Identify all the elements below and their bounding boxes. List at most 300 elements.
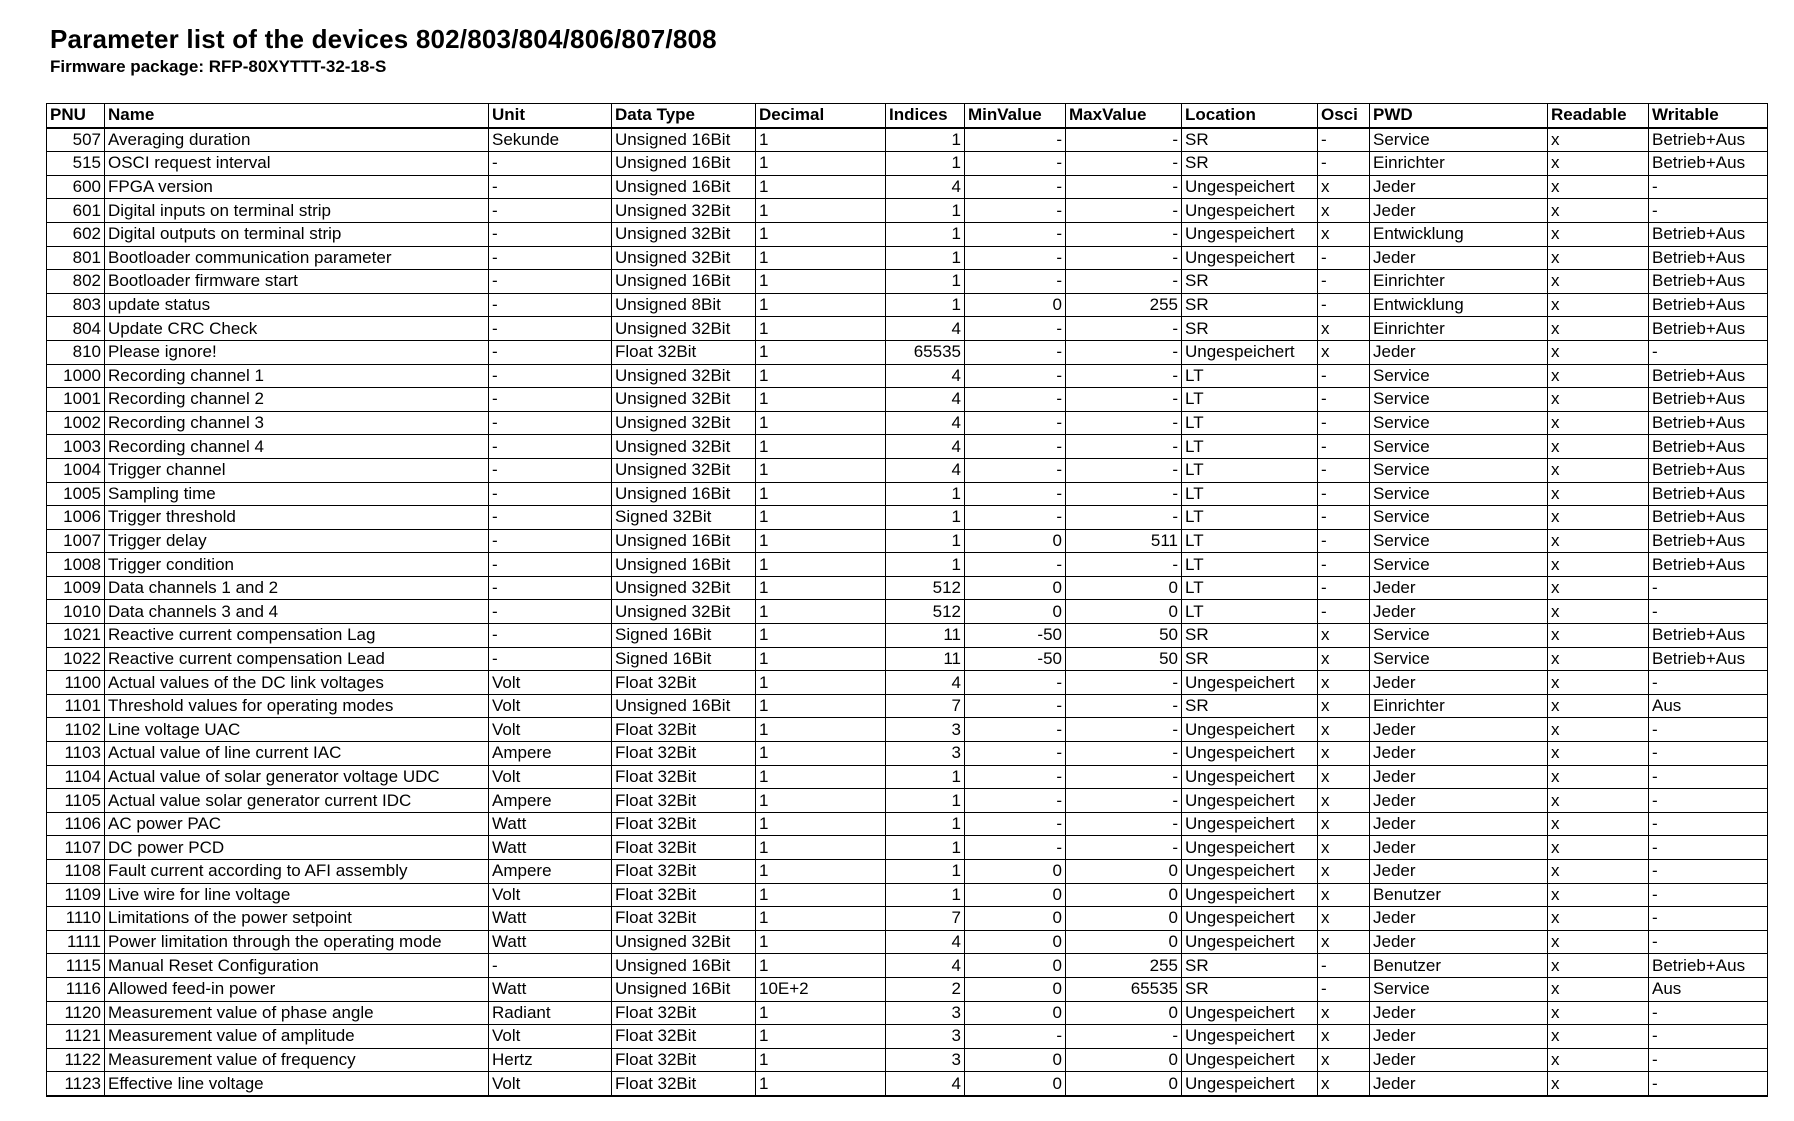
- table-row: [47, 482, 1768, 506]
- cell-writable: Betrieb+Aus: [1649, 954, 1768, 978]
- cell-osci: -: [1318, 553, 1370, 577]
- cell-unit: -: [489, 435, 612, 459]
- cell-min-value: -: [965, 1025, 1066, 1049]
- cell-decimal: 1: [756, 199, 886, 223]
- cell-readable: x: [1548, 600, 1649, 624]
- cell-writable: Betrieb+Aus: [1649, 411, 1768, 435]
- cell-osci: -: [1318, 364, 1370, 388]
- cell-max-value: -: [1066, 270, 1182, 294]
- table-row: [47, 435, 1768, 459]
- cell-pnu: 1106: [47, 812, 105, 836]
- cell-name: Actual value solar generator current IDC: [105, 789, 489, 813]
- cell-indices: 7: [886, 907, 965, 931]
- cell-location: Ungespeichert: [1182, 883, 1318, 907]
- cell-min-value: 0: [965, 529, 1066, 553]
- cell-decimal: 1: [756, 1072, 886, 1096]
- cell-decimal: 1: [756, 482, 886, 506]
- cell-pnu: 1111: [47, 930, 105, 954]
- cell-data-type: Float 32Bit: [612, 883, 756, 907]
- cell-pnu: 1001: [47, 388, 105, 412]
- cell-unit: Watt: [489, 977, 612, 1001]
- cell-max-value: -: [1066, 246, 1182, 270]
- cell-osci: x: [1318, 883, 1370, 907]
- cell-pnu: 601: [47, 199, 105, 223]
- cell-pnu: 1103: [47, 742, 105, 766]
- cell-max-value: 0: [1066, 1072, 1182, 1096]
- cell-writable: -: [1649, 765, 1768, 789]
- cell-indices: 1: [886, 199, 965, 223]
- cell-readable: x: [1548, 340, 1649, 364]
- cell-indices: 7: [886, 694, 965, 718]
- cell-max-value: 0: [1066, 883, 1182, 907]
- column-header-name: Name: [105, 104, 489, 128]
- cell-decimal: 1: [756, 907, 886, 931]
- cell-indices: 4: [886, 411, 965, 435]
- cell-decimal: 1: [756, 529, 886, 553]
- cell-osci: x: [1318, 694, 1370, 718]
- cell-location: SR: [1182, 694, 1318, 718]
- cell-pnu: 1008: [47, 553, 105, 577]
- cell-writable: -: [1649, 930, 1768, 954]
- cell-indices: 11: [886, 647, 965, 671]
- table-row: [47, 246, 1768, 270]
- cell-indices: 512: [886, 576, 965, 600]
- cell-location: Ungespeichert: [1182, 1048, 1318, 1072]
- cell-decimal: 1: [756, 860, 886, 884]
- cell-max-value: -: [1066, 742, 1182, 766]
- cell-pnu: 1101: [47, 694, 105, 718]
- cell-data-type: Unsigned 32Bit: [612, 222, 756, 246]
- cell-readable: x: [1548, 553, 1649, 577]
- cell-writable: -: [1649, 576, 1768, 600]
- cell-pwd: Einrichter: [1370, 270, 1548, 294]
- cell-data-type: Float 32Bit: [612, 718, 756, 742]
- cell-min-value: 0: [965, 977, 1066, 1001]
- cell-data-type: Float 32Bit: [612, 812, 756, 836]
- cell-min-value: -: [965, 742, 1066, 766]
- cell-name: Actual value of solar generator voltage UDC: [105, 765, 489, 789]
- cell-indices: 1: [886, 789, 965, 813]
- cell-readable: x: [1548, 128, 1649, 152]
- cell-location: SR: [1182, 647, 1318, 671]
- cell-min-value: -: [965, 435, 1066, 459]
- cell-location: Ungespeichert: [1182, 199, 1318, 223]
- cell-unit: -: [489, 388, 612, 412]
- table-row: [47, 742, 1768, 766]
- cell-min-value: -: [965, 765, 1066, 789]
- cell-writable: Betrieb+Aus: [1649, 506, 1768, 530]
- column-header-location: Location: [1182, 104, 1318, 128]
- cell-unit: Hertz: [489, 1048, 612, 1072]
- cell-unit: -: [489, 576, 612, 600]
- cell-indices: 1: [886, 128, 965, 152]
- cell-osci: x: [1318, 765, 1370, 789]
- column-header-max-value: MaxValue: [1066, 104, 1182, 128]
- cell-max-value: 0: [1066, 860, 1182, 884]
- cell-data-type: Signed 16Bit: [612, 647, 756, 671]
- cell-max-value: 0: [1066, 907, 1182, 931]
- column-header-min-value: MinValue: [965, 104, 1066, 128]
- cell-osci: -: [1318, 600, 1370, 624]
- cell-readable: x: [1548, 977, 1649, 1001]
- cell-unit: -: [489, 152, 612, 176]
- cell-max-value: 255: [1066, 293, 1182, 317]
- cell-data-type: Float 32Bit: [612, 340, 756, 364]
- cell-osci: -: [1318, 977, 1370, 1001]
- cell-pnu: 1000: [47, 364, 105, 388]
- cell-data-type: Unsigned 32Bit: [612, 364, 756, 388]
- cell-min-value: 0: [965, 1072, 1066, 1096]
- cell-max-value: 0: [1066, 1048, 1182, 1072]
- cell-osci: -: [1318, 506, 1370, 530]
- cell-data-type: Unsigned 16Bit: [612, 270, 756, 294]
- cell-min-value: 0: [965, 907, 1066, 931]
- cell-indices: 4: [886, 671, 965, 695]
- cell-pwd: Service: [1370, 458, 1548, 482]
- cell-location: Ungespeichert: [1182, 246, 1318, 270]
- cell-location: Ungespeichert: [1182, 671, 1318, 695]
- cell-min-value: -: [965, 812, 1066, 836]
- cell-location: Ungespeichert: [1182, 175, 1318, 199]
- cell-max-value: 255: [1066, 954, 1182, 978]
- cell-data-type: Signed 16Bit: [612, 624, 756, 648]
- cell-readable: x: [1548, 246, 1649, 270]
- table-row: [47, 152, 1768, 176]
- cell-location: LT: [1182, 506, 1318, 530]
- cell-location: Ungespeichert: [1182, 860, 1318, 884]
- cell-writable: Betrieb+Aus: [1649, 293, 1768, 317]
- cell-min-value: -: [965, 506, 1066, 530]
- cell-data-type: Float 32Bit: [612, 789, 756, 813]
- column-header-pnu: PNU: [47, 104, 105, 128]
- cell-writable: -: [1649, 1048, 1768, 1072]
- cell-decimal: 1: [756, 364, 886, 388]
- cell-location: LT: [1182, 458, 1318, 482]
- cell-readable: x: [1548, 529, 1649, 553]
- cell-location: LT: [1182, 411, 1318, 435]
- cell-osci: -: [1318, 128, 1370, 152]
- cell-pnu: 1120: [47, 1001, 105, 1025]
- cell-decimal: 1: [756, 388, 886, 412]
- cell-min-value: -: [965, 482, 1066, 506]
- cell-decimal: 1: [756, 930, 886, 954]
- cell-location: LT: [1182, 529, 1318, 553]
- table-row: [47, 458, 1768, 482]
- cell-readable: x: [1548, 458, 1649, 482]
- cell-readable: x: [1548, 930, 1649, 954]
- cell-max-value: -: [1066, 317, 1182, 341]
- cell-name: Power limitation through the operating mode: [105, 930, 489, 954]
- cell-data-type: Unsigned 16Bit: [612, 977, 756, 1001]
- cell-min-value: -: [965, 694, 1066, 718]
- cell-indices: 1: [886, 765, 965, 789]
- table-row: [47, 222, 1768, 246]
- table-row: [47, 1072, 1768, 1096]
- cell-pwd: Jeder: [1370, 789, 1548, 813]
- cell-pnu: 804: [47, 317, 105, 341]
- cell-osci: x: [1318, 860, 1370, 884]
- cell-name: Bootloader firmware start: [105, 270, 489, 294]
- table-row: [47, 600, 1768, 624]
- cell-writable: -: [1649, 883, 1768, 907]
- cell-osci: x: [1318, 1048, 1370, 1072]
- cell-min-value: 0: [965, 293, 1066, 317]
- cell-decimal: 1: [756, 458, 886, 482]
- cell-pnu: 1010: [47, 600, 105, 624]
- cell-unit: Ampere: [489, 742, 612, 766]
- cell-indices: 1: [886, 246, 965, 270]
- cell-max-value: 0: [1066, 930, 1182, 954]
- table-body: [47, 128, 1768, 1096]
- cell-pnu: 600: [47, 175, 105, 199]
- cell-min-value: 0: [965, 1001, 1066, 1025]
- column-header-unit: Unit: [489, 104, 612, 128]
- cell-max-value: -: [1066, 364, 1182, 388]
- cell-name: Recording channel 2: [105, 388, 489, 412]
- cell-max-value: -: [1066, 671, 1182, 695]
- column-header-data-type: Data Type: [612, 104, 756, 128]
- cell-pwd: Jeder: [1370, 175, 1548, 199]
- cell-unit: Radiant: [489, 1001, 612, 1025]
- cell-min-value: 0: [965, 883, 1066, 907]
- cell-max-value: -: [1066, 718, 1182, 742]
- cell-name: Fault current according to AFI assembly: [105, 860, 489, 884]
- cell-osci: x: [1318, 1025, 1370, 1049]
- cell-indices: 65535: [886, 340, 965, 364]
- cell-decimal: 1: [756, 317, 886, 341]
- cell-pnu: 1002: [47, 411, 105, 435]
- cell-unit: -: [489, 600, 612, 624]
- cell-name: Sampling time: [105, 482, 489, 506]
- cell-max-value: -: [1066, 553, 1182, 577]
- cell-readable: x: [1548, 482, 1649, 506]
- cell-pwd: Service: [1370, 506, 1548, 530]
- cell-decimal: 10E+2: [756, 977, 886, 1001]
- cell-pnu: 1123: [47, 1072, 105, 1096]
- cell-unit: Watt: [489, 907, 612, 931]
- cell-writable: Betrieb+Aus: [1649, 152, 1768, 176]
- cell-osci: -: [1318, 482, 1370, 506]
- cell-max-value: -: [1066, 222, 1182, 246]
- cell-data-type: Unsigned 32Bit: [612, 317, 756, 341]
- column-header-writable: Writable: [1649, 104, 1768, 128]
- cell-max-value: 65535: [1066, 977, 1182, 1001]
- cell-min-value: 0: [965, 860, 1066, 884]
- cell-pwd: Service: [1370, 388, 1548, 412]
- cell-location: Ungespeichert: [1182, 812, 1318, 836]
- cell-osci: x: [1318, 317, 1370, 341]
- cell-pwd: Entwicklung: [1370, 293, 1548, 317]
- cell-writable: Betrieb+Aus: [1649, 553, 1768, 577]
- cell-readable: x: [1548, 317, 1649, 341]
- cell-name: update status: [105, 293, 489, 317]
- table-row: [47, 506, 1768, 530]
- cell-unit: -: [489, 293, 612, 317]
- cell-writable: Betrieb+Aus: [1649, 435, 1768, 459]
- cell-indices: 4: [886, 930, 965, 954]
- cell-pwd: Jeder: [1370, 907, 1548, 931]
- cell-unit: -: [489, 624, 612, 648]
- cell-name: Limitations of the power setpoint: [105, 907, 489, 931]
- cell-data-type: Unsigned 32Bit: [612, 458, 756, 482]
- cell-readable: x: [1548, 293, 1649, 317]
- cell-decimal: 1: [756, 128, 886, 152]
- cell-unit: -: [489, 647, 612, 671]
- cell-indices: 512: [886, 600, 965, 624]
- cell-pwd: Jeder: [1370, 718, 1548, 742]
- cell-indices: 3: [886, 1001, 965, 1025]
- cell-max-value: 511: [1066, 529, 1182, 553]
- cell-max-value: -: [1066, 1025, 1182, 1049]
- cell-pnu: 1107: [47, 836, 105, 860]
- cell-decimal: 1: [756, 435, 886, 459]
- cell-osci: x: [1318, 742, 1370, 766]
- cell-location: LT: [1182, 600, 1318, 624]
- cell-min-value: -50: [965, 624, 1066, 648]
- cell-pwd: Entwicklung: [1370, 222, 1548, 246]
- table-row: [47, 128, 1768, 152]
- cell-data-type: Float 32Bit: [612, 671, 756, 695]
- cell-indices: 1: [886, 529, 965, 553]
- cell-indices: 1: [886, 482, 965, 506]
- table-row: [47, 388, 1768, 412]
- cell-readable: x: [1548, 671, 1649, 695]
- cell-pnu: 1109: [47, 883, 105, 907]
- cell-pnu: 1122: [47, 1048, 105, 1072]
- table-row: [47, 1001, 1768, 1025]
- cell-readable: x: [1548, 812, 1649, 836]
- cell-pwd: Jeder: [1370, 765, 1548, 789]
- cell-pwd: Jeder: [1370, 1072, 1548, 1096]
- cell-indices: 3: [886, 1048, 965, 1072]
- cell-writable: -: [1649, 836, 1768, 860]
- cell-pwd: Einrichter: [1370, 152, 1548, 176]
- cell-max-value: -: [1066, 694, 1182, 718]
- table-row: [47, 175, 1768, 199]
- cell-pnu: 602: [47, 222, 105, 246]
- cell-location: SR: [1182, 624, 1318, 648]
- cell-decimal: 1: [756, 1025, 886, 1049]
- cell-min-value: -: [965, 836, 1066, 860]
- cell-data-type: Float 32Bit: [612, 907, 756, 931]
- cell-writable: Betrieb+Aus: [1649, 222, 1768, 246]
- cell-pnu: 1009: [47, 576, 105, 600]
- cell-unit: Volt: [489, 883, 612, 907]
- cell-name: Please ignore!: [105, 340, 489, 364]
- cell-min-value: 0: [965, 930, 1066, 954]
- cell-pwd: Jeder: [1370, 199, 1548, 223]
- cell-name: Measurement value of phase angle: [105, 1001, 489, 1025]
- cell-min-value: -: [965, 789, 1066, 813]
- cell-location: Ungespeichert: [1182, 1025, 1318, 1049]
- cell-pnu: 1108: [47, 860, 105, 884]
- cell-decimal: 1: [756, 600, 886, 624]
- cell-indices: 1: [886, 860, 965, 884]
- cell-pwd: Service: [1370, 435, 1548, 459]
- cell-osci: x: [1318, 222, 1370, 246]
- cell-osci: x: [1318, 1072, 1370, 1096]
- cell-osci: x: [1318, 671, 1370, 695]
- cell-decimal: 1: [756, 671, 886, 695]
- cell-min-value: -: [965, 340, 1066, 364]
- cell-writable: Aus: [1649, 977, 1768, 1001]
- cell-name: Trigger condition: [105, 553, 489, 577]
- cell-readable: x: [1548, 1025, 1649, 1049]
- cell-location: Ungespeichert: [1182, 836, 1318, 860]
- cell-readable: x: [1548, 199, 1649, 223]
- cell-readable: x: [1548, 624, 1649, 648]
- cell-max-value: 50: [1066, 624, 1182, 648]
- cell-indices: 11: [886, 624, 965, 648]
- cell-writable: -: [1649, 1025, 1768, 1049]
- cell-osci: x: [1318, 718, 1370, 742]
- cell-writable: Betrieb+Aus: [1649, 364, 1768, 388]
- cell-unit: Volt: [489, 718, 612, 742]
- cell-min-value: -: [965, 718, 1066, 742]
- cell-max-value: -: [1066, 388, 1182, 412]
- cell-writable: -: [1649, 671, 1768, 695]
- cell-location: Ungespeichert: [1182, 222, 1318, 246]
- cell-max-value: -: [1066, 765, 1182, 789]
- cell-min-value: -: [965, 553, 1066, 577]
- cell-decimal: 1: [756, 222, 886, 246]
- cell-writable: -: [1649, 1072, 1768, 1096]
- cell-pwd: Benutzer: [1370, 883, 1548, 907]
- cell-pnu: 810: [47, 340, 105, 364]
- parameter-table: [46, 103, 1768, 1097]
- cell-readable: x: [1548, 435, 1649, 459]
- cell-data-type: Unsigned 16Bit: [612, 482, 756, 506]
- cell-name: Actual values of the DC link voltages: [105, 671, 489, 695]
- cell-location: Ungespeichert: [1182, 1001, 1318, 1025]
- cell-unit: -: [489, 340, 612, 364]
- table-row: [47, 907, 1768, 931]
- cell-name: Manual Reset Configuration: [105, 954, 489, 978]
- cell-decimal: 1: [756, 576, 886, 600]
- cell-osci: x: [1318, 199, 1370, 223]
- cell-pnu: 507: [47, 128, 105, 152]
- cell-readable: x: [1548, 765, 1649, 789]
- cell-writable: Betrieb+Aus: [1649, 246, 1768, 270]
- cell-indices: 4: [886, 954, 965, 978]
- cell-location: SR: [1182, 293, 1318, 317]
- cell-unit: -: [489, 199, 612, 223]
- cell-writable: -: [1649, 789, 1768, 813]
- cell-decimal: 1: [756, 553, 886, 577]
- cell-osci: -: [1318, 458, 1370, 482]
- cell-osci: -: [1318, 529, 1370, 553]
- cell-pwd: Jeder: [1370, 836, 1548, 860]
- cell-min-value: -: [965, 458, 1066, 482]
- cell-location: SR: [1182, 152, 1318, 176]
- cell-pwd: Service: [1370, 624, 1548, 648]
- cell-min-value: -: [965, 175, 1066, 199]
- cell-pnu: 515: [47, 152, 105, 176]
- cell-data-type: Float 32Bit: [612, 1001, 756, 1025]
- table-row: [47, 765, 1768, 789]
- cell-indices: 3: [886, 718, 965, 742]
- cell-min-value: -: [965, 364, 1066, 388]
- cell-decimal: 1: [756, 789, 886, 813]
- cell-pnu: 1006: [47, 506, 105, 530]
- cell-pwd: Jeder: [1370, 1001, 1548, 1025]
- cell-name: Recording channel 3: [105, 411, 489, 435]
- cell-indices: 4: [886, 458, 965, 482]
- cell-osci: x: [1318, 1001, 1370, 1025]
- cell-location: SR: [1182, 954, 1318, 978]
- document-title: Parameter list of the devices 802/803/804/806/807/808: [50, 24, 717, 54]
- cell-min-value: -: [965, 388, 1066, 412]
